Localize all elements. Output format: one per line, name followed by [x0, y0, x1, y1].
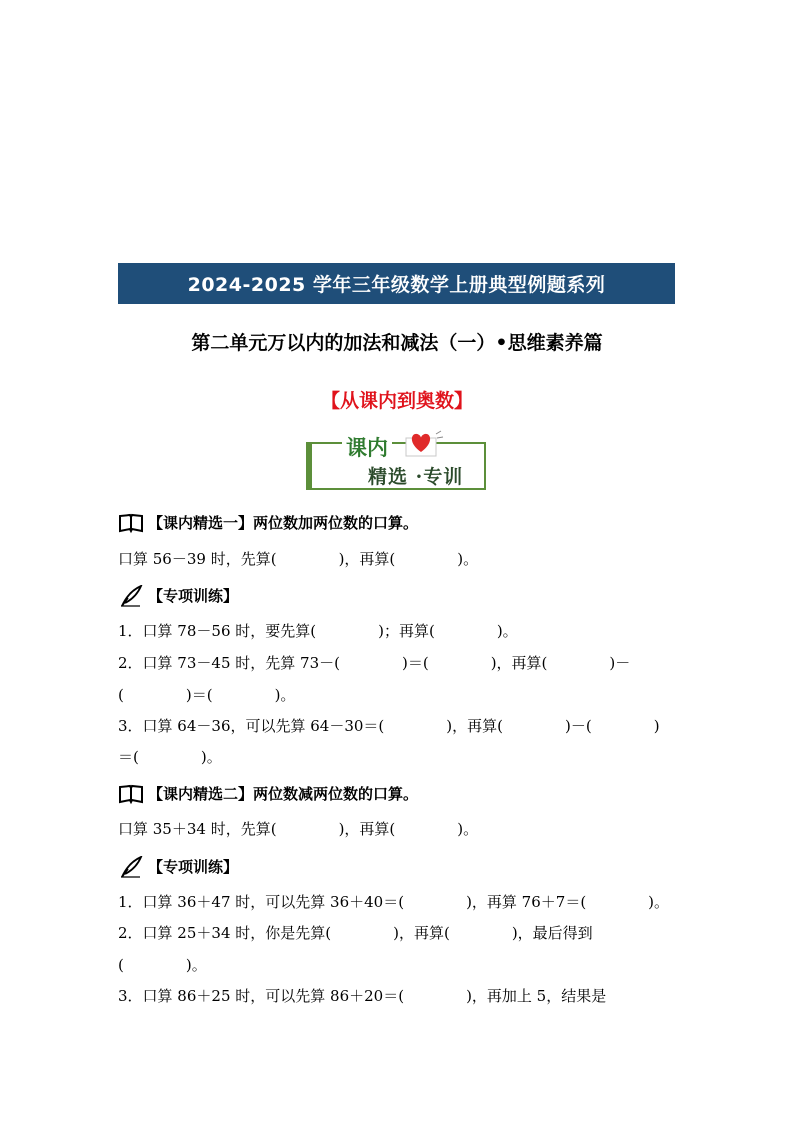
section2-item-2-cont: ( )。	[118, 956, 207, 974]
section1-item-3: 3．口算 64－36，可以先算 64－30＝( )，再算( )－( )	[118, 717, 660, 735]
heart-envelope-icon	[400, 428, 444, 458]
course-logo	[306, 424, 490, 494]
section2-heading-row	[118, 783, 418, 805]
series-title: 2024-2025 学年三年级数学上册典型例题系列	[187, 274, 606, 296]
unit-title: 第二单元万以内的加法和减法（一）•思维素养篇	[191, 332, 603, 354]
section1-practice-heading-row	[118, 585, 238, 607]
section1-heading: 【课内精选一】两位数加两位数的口算。	[148, 514, 419, 532]
open-book-icon	[118, 783, 144, 805]
section2-heading: 【课内精选二】两位数减两位数的口算。	[148, 785, 419, 803]
series-title-banner	[118, 263, 675, 304]
section1-item-3-cont: ＝( )。	[118, 748, 222, 766]
section1-item-1: 1．口算 78－56 时，要先算( )；再算( )。	[118, 622, 518, 640]
logo-top-text: 课内	[342, 432, 392, 462]
quill-pen-icon	[118, 856, 144, 878]
section2-practice-heading: 【专项训练】	[148, 858, 239, 876]
open-book-icon	[118, 512, 144, 534]
quill-pen-icon	[118, 585, 144, 607]
section2-example: 口算 35＋34 时，先算( )，再算( )。	[118, 820, 479, 838]
section1-item-2: 2．口算 73－45 时，先算 73－( )＝( )，再算( )－	[118, 654, 631, 672]
section1-example: 口算 56－39 时，先算( )，再算( )。	[118, 550, 479, 568]
section-title: 【从课内到奥数】	[320, 390, 473, 412]
logo-bottom-text: 精选 ·专训	[368, 466, 464, 488]
section2-item-3: 3．口算 86＋25 时，可以先算 86＋20＝( )，再加上 5，结果是	[118, 987, 607, 1005]
section2-item-1: 1．口算 36＋47 时，可以先算 36＋40＝( )，再算 76＋7＝( )。	[118, 893, 670, 911]
section1-heading-row	[118, 512, 418, 534]
section1-item-2-cont: ( )＝( )。	[118, 686, 296, 704]
section1-practice-heading: 【专项训练】	[148, 587, 239, 605]
section2-item-2: 2．口算 25＋34 时，你是先算( )，再算( )，最后得到	[118, 924, 593, 942]
section2-practice-heading-row	[118, 856, 238, 878]
